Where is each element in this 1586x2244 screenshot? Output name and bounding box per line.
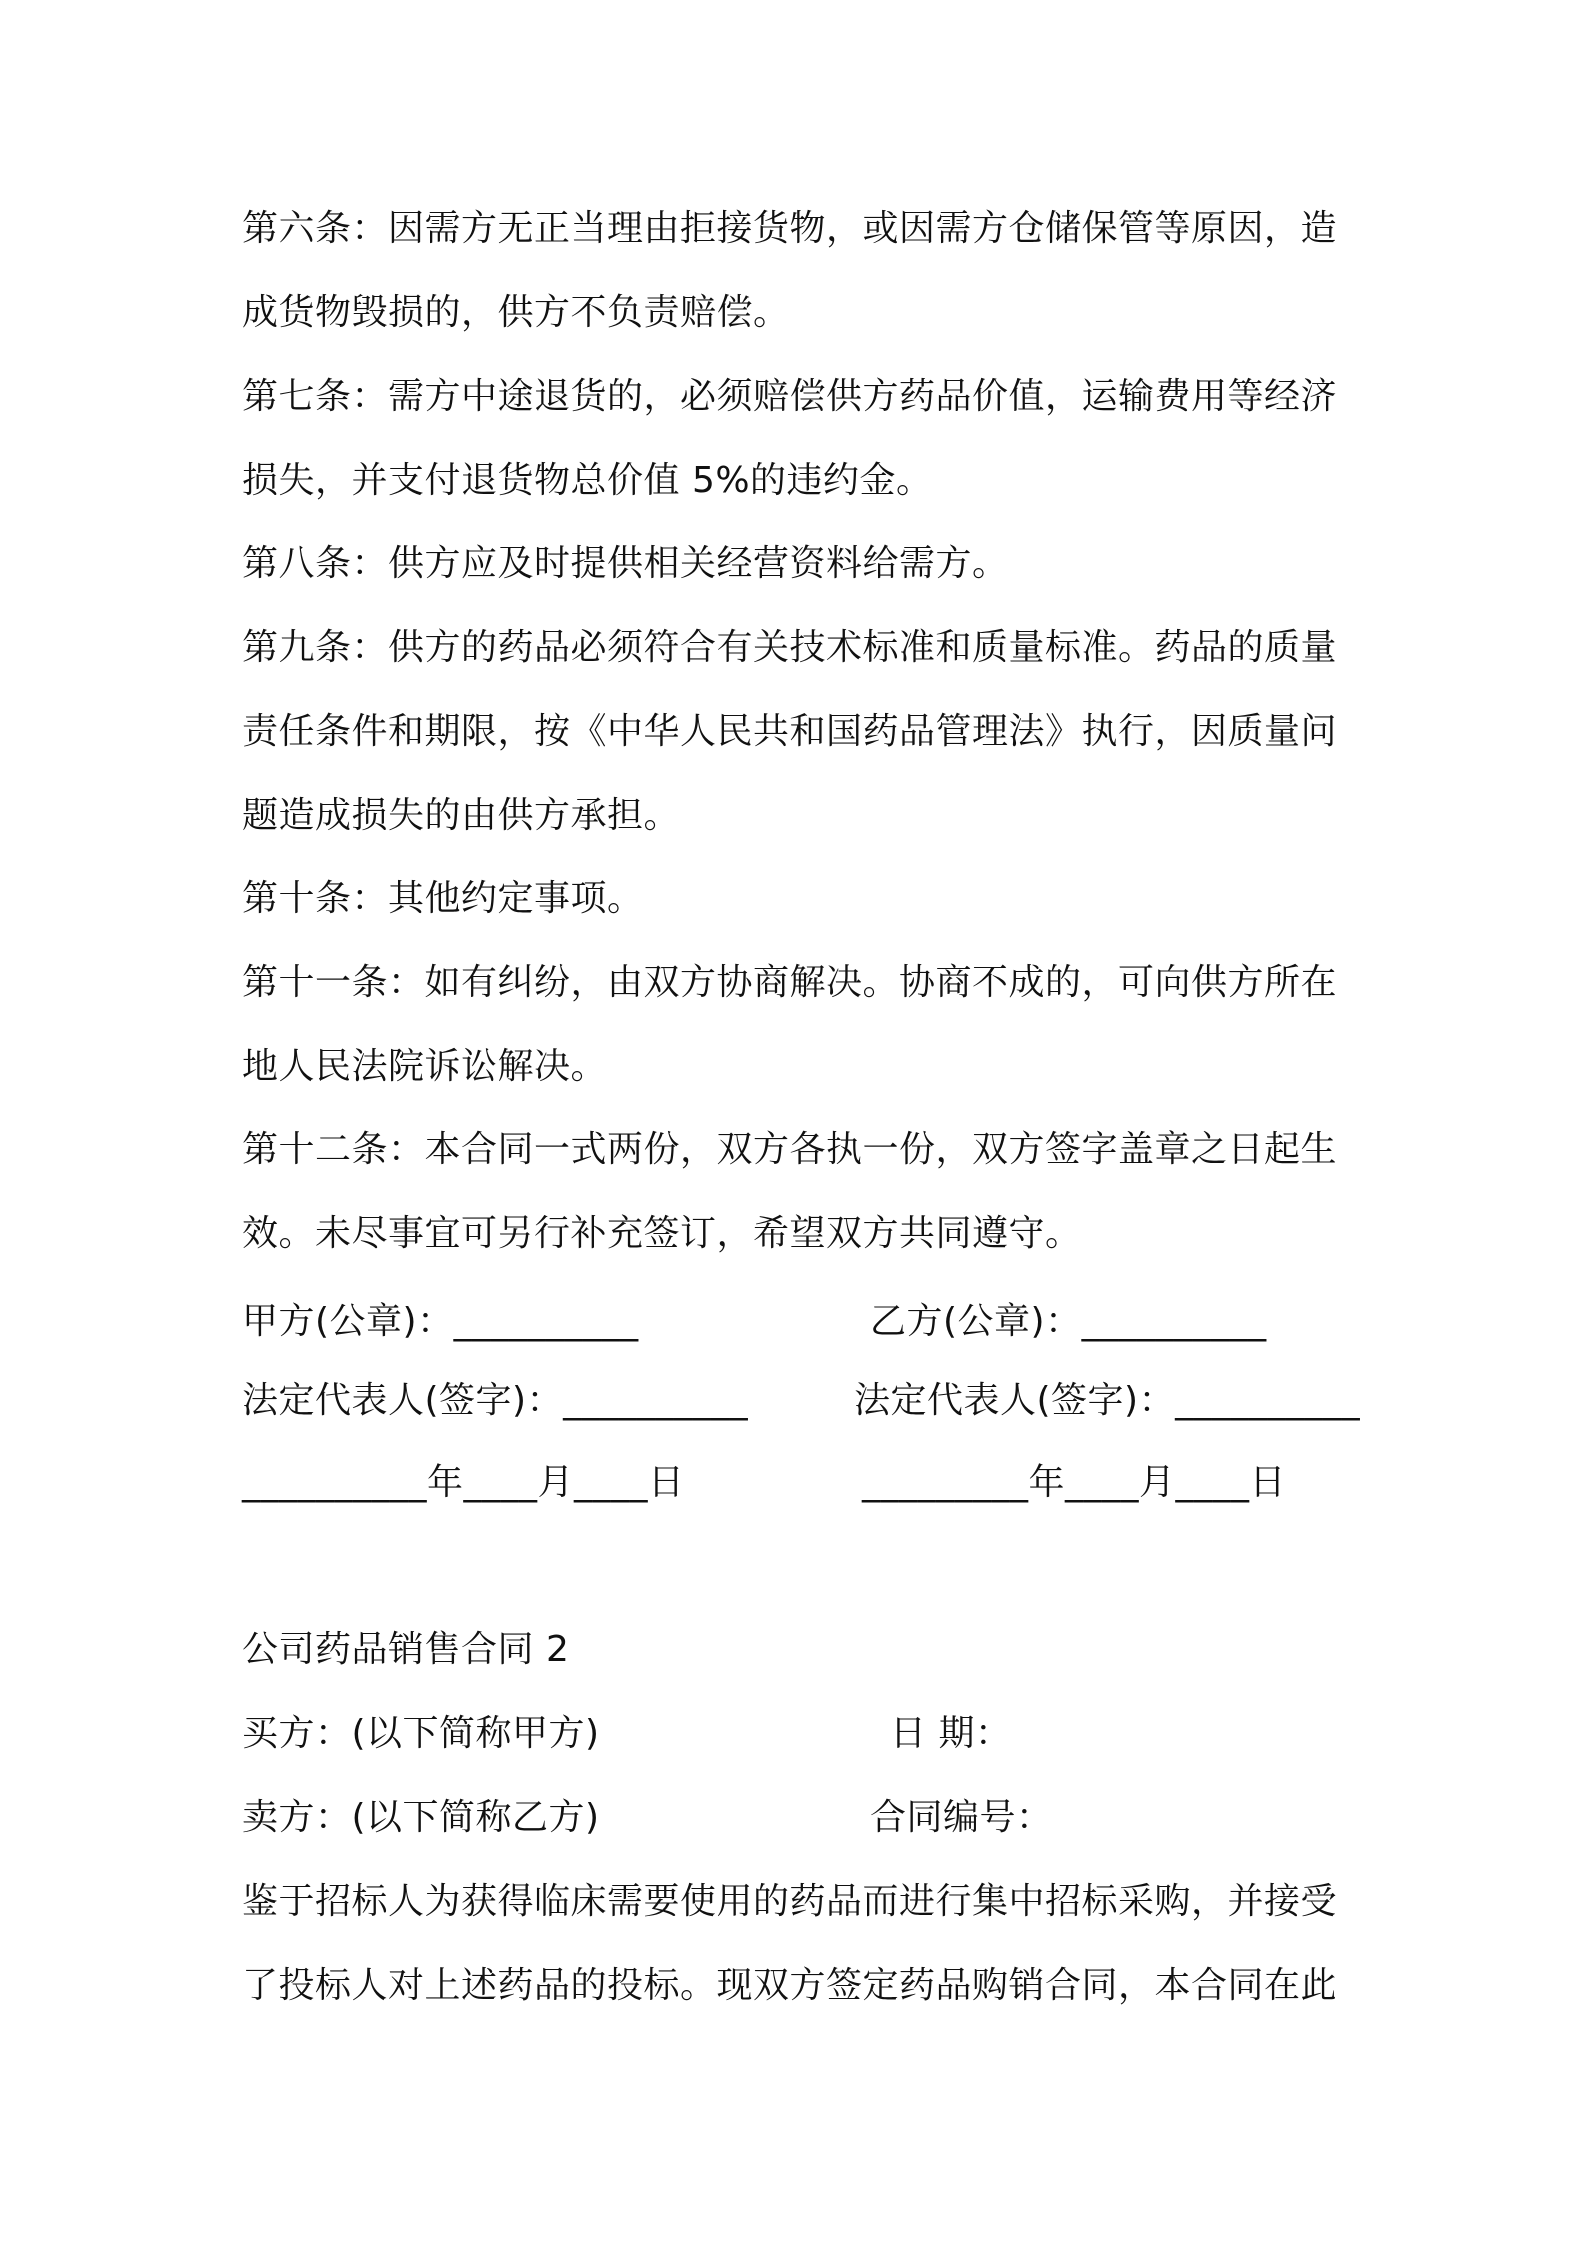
signature-row-date xyxy=(242,1459,1352,1507)
article-11-line-2: 地人民法院诉讼解决。 xyxy=(242,1046,608,1087)
party-a-date-field: __________年____月____日 xyxy=(242,1462,685,1503)
article-6-line-2: 成货物毁损的，供方不负责赔偿。 xyxy=(242,292,790,333)
article-7-line-2: 损失，并支付退货物总价值 5%的违约金。 xyxy=(242,460,933,501)
contract-2-title: 公司药品销售合同 2 xyxy=(242,1629,570,1670)
party-b-date-field: _________年____月____日 xyxy=(862,1462,1286,1503)
party-a-representative-field: 法定代表人(签字)：__________ xyxy=(242,1380,749,1421)
signature-row-seal xyxy=(242,1298,1352,1346)
seller-line: 卖方：(以下简称乙方) xyxy=(242,1797,600,1838)
buyer-line: 买方：(以下简称甲方) xyxy=(242,1713,600,1754)
article-9-line-3: 题造成损失的由供方承担。 xyxy=(242,795,681,836)
intro-line-1: 鉴于招标人为获得临床需要使用的药品而进行集中招标采购，并接受 xyxy=(242,1881,1338,1922)
article-9-line-2: 责任条件和期限，按《中华人民共和国药品管理法》执行，因质量问 xyxy=(242,711,1338,752)
contract-number-label: 合同编号： xyxy=(870,1797,1053,1838)
date-label: 日 期： xyxy=(890,1713,1012,1754)
article-12-line-2: 效。未尽事宜可另行补充签订，希望双方共同遵守。 xyxy=(242,1213,1082,1254)
intro-line-2: 了投标人对上述药品的投标。现双方签定药品购销合同，本合同在此 xyxy=(242,1965,1338,2006)
party-b-representative-field: 法定代表人(签字)：__________ xyxy=(854,1380,1361,1421)
article-9-line-1: 第九条：供方的药品必须符合有关技术标准和质量标准。药品的质量 xyxy=(242,627,1338,668)
article-7-line-1: 第七条：需方中途退货的，必须赔偿供方药品价值，运输费用等经济 xyxy=(242,376,1338,417)
signature-row-representative xyxy=(242,1377,1361,1425)
party-b-seal-field: 乙方(公章)：__________ xyxy=(870,1301,1267,1342)
party-a-seal-field: 甲方(公章)：__________ xyxy=(242,1301,639,1342)
article-10-line-1: 第十条：其他约定事项。 xyxy=(242,878,644,919)
article-8-line-1: 第八条：供方应及时提供相关经营资料给需方。 xyxy=(242,543,1009,584)
article-11-line-1: 第十一条：如有纠纷，由双方协商解决。协商不成的，可向供方所在 xyxy=(242,962,1338,1003)
article-12-line-1: 第十二条：本合同一式两份，双方各执一份，双方签字盖章之日起生 xyxy=(242,1129,1338,1170)
article-6-line-1: 第六条：因需方无正当理由拒接货物，或因需方仓储保管等原因，造 xyxy=(242,208,1338,249)
